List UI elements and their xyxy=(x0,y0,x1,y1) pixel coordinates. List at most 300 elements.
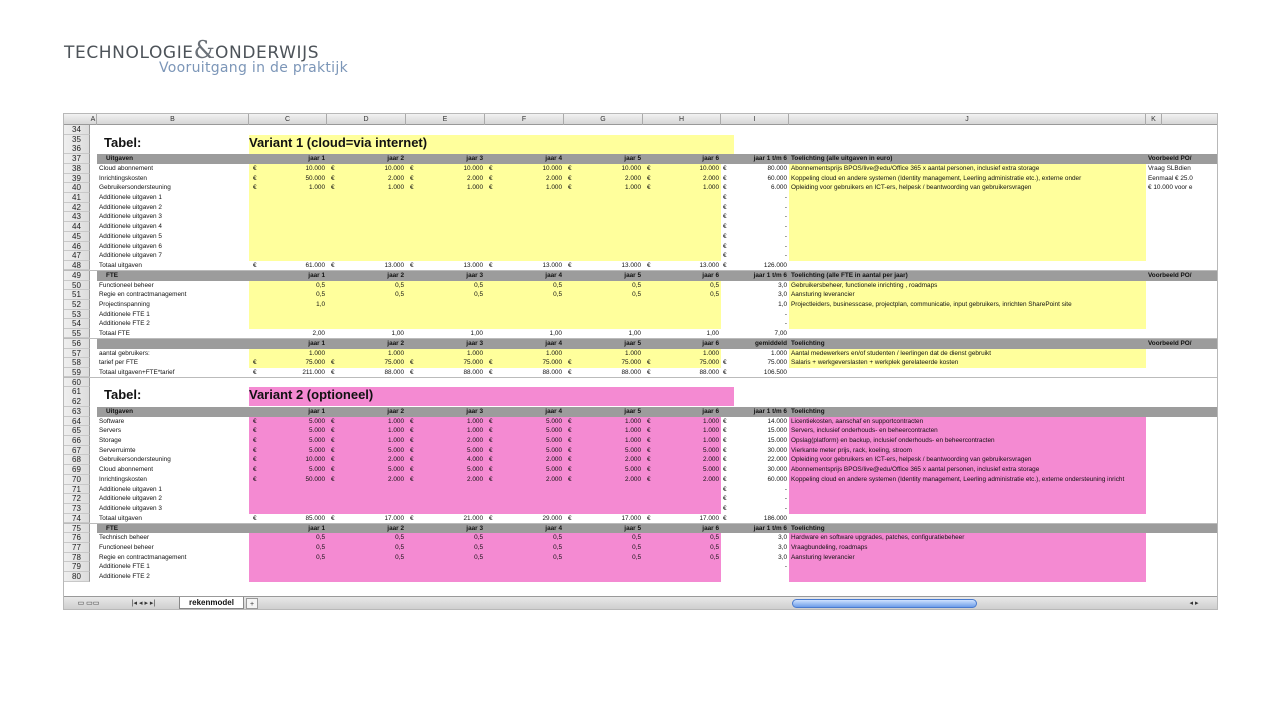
euro-sign[interactable]: € xyxy=(331,437,335,445)
value-cell[interactable] xyxy=(485,494,564,504)
euro-sign[interactable]: € xyxy=(410,164,414,172)
euro-sign[interactable]: € xyxy=(410,369,414,376)
value-cell[interactable] xyxy=(406,251,485,261)
value-cell[interactable]: 75.000 xyxy=(564,358,643,368)
value-cell[interactable] xyxy=(406,193,485,203)
value-cell[interactable] xyxy=(643,193,721,203)
header-year[interactable]: jaar 2 xyxy=(387,524,404,532)
header-year[interactable]: jaar 4 xyxy=(545,339,562,347)
value-cell[interactable] xyxy=(406,485,485,495)
header-year[interactable]: jaar 3 xyxy=(466,339,483,347)
row-number[interactable]: 56 xyxy=(64,339,90,349)
euro-sign[interactable]: € xyxy=(331,359,335,367)
value-cell[interactable]: 0,5 xyxy=(643,290,721,300)
row-label[interactable]: Additionele uitgaven 7 xyxy=(99,252,162,260)
sheet-tab-rekenmodel[interactable]: rekenmodel xyxy=(179,597,244,609)
euro-sign[interactable]: € xyxy=(568,369,572,376)
row-label[interactable]: Additionele uitgaven 5 xyxy=(99,232,162,240)
euro-sign-total[interactable]: € xyxy=(723,466,727,474)
value-cell[interactable] xyxy=(327,485,406,495)
header-label[interactable]: Uitgaven xyxy=(106,407,133,415)
header-year[interactable]: jaar 6 xyxy=(702,271,719,279)
total-cell[interactable]: - xyxy=(784,213,787,221)
value-cell[interactable]: 75.000 xyxy=(485,358,564,368)
euro-sign[interactable]: € xyxy=(489,456,493,464)
row-number[interactable]: 64 xyxy=(64,417,90,427)
value-cell[interactable]: 211.000 xyxy=(302,369,325,376)
toelichting-cell[interactable] xyxy=(789,203,1146,213)
value-cell[interactable]: 2.000 xyxy=(406,436,485,446)
value-cell[interactable]: 2.000 xyxy=(564,174,643,184)
row-number[interactable]: 42 xyxy=(64,203,90,213)
header-year[interactable]: jaar 5 xyxy=(624,271,641,279)
column-header-d[interactable]: D xyxy=(327,114,406,125)
total-cell[interactable]: 106.500 xyxy=(763,369,787,376)
euro-sign-total[interactable]: € xyxy=(723,252,727,260)
euro-sign[interactable]: € xyxy=(647,174,651,182)
row-label[interactable]: aantal gebruikers: xyxy=(99,349,150,357)
euro-sign-total[interactable] xyxy=(721,290,735,300)
value-cell[interactable]: 2.000 xyxy=(406,174,485,184)
value-cell[interactable]: 0,5 xyxy=(327,290,406,300)
value-cell[interactable]: 1,00 xyxy=(391,330,404,338)
euro-sign[interactable]: € xyxy=(489,184,493,192)
header-total[interactable]: jaar 1 t/m 6 xyxy=(753,524,787,532)
value-cell[interactable] xyxy=(327,212,406,222)
euro-sign[interactable]: € xyxy=(253,475,257,483)
value-cell[interactable] xyxy=(564,319,643,329)
value-cell[interactable]: 88.000 xyxy=(384,369,404,376)
euro-sign[interactable]: € xyxy=(647,456,651,464)
euro-sign[interactable]: € xyxy=(410,466,414,474)
euro-sign-total[interactable]: € xyxy=(723,456,727,464)
value-cell[interactable]: 1,0 xyxy=(249,300,327,310)
header-year[interactable]: jaar 1 xyxy=(308,155,325,163)
toelichting-cell[interactable]: Koppeling cloud en andere systemen (Identity management, Leerling administratie etc.), externe ondersteuning inricht xyxy=(789,475,1146,485)
row-number[interactable]: 76 xyxy=(64,533,90,543)
header-toelichting[interactable]: Toelichting xyxy=(791,524,825,532)
euro-sign[interactable]: € xyxy=(489,417,493,425)
value-cell[interactable] xyxy=(406,232,485,242)
value-cell[interactable] xyxy=(249,232,327,242)
value-cell[interactable] xyxy=(249,310,327,320)
value-cell[interactable]: 10.000 xyxy=(327,164,406,174)
euro-sign[interactable]: € xyxy=(489,174,493,182)
row-label[interactable]: tarief per FTE xyxy=(99,359,139,367)
euro-sign[interactable]: € xyxy=(489,466,493,474)
value-cell[interactable] xyxy=(643,203,721,213)
total-cell[interactable]: 3,0 xyxy=(778,281,787,289)
header-year[interactable]: jaar 5 xyxy=(624,407,641,415)
header-year[interactable]: jaar 1 xyxy=(308,524,325,532)
value-cell[interactable]: 1.000 xyxy=(327,183,406,193)
row-label[interactable]: Regie en contractmanagement xyxy=(99,291,187,299)
voorbeeld-cell[interactable]: € 10.000 voor e xyxy=(1148,184,1193,192)
euro-sign[interactable]: € xyxy=(568,446,572,454)
value-cell[interactable] xyxy=(327,222,406,232)
row-label[interactable]: Functioneel beheer xyxy=(99,281,154,289)
value-cell[interactable]: 0,5 xyxy=(643,553,721,563)
row-number[interactable]: 70 xyxy=(64,475,90,485)
value-cell[interactable]: 0,5 xyxy=(643,281,721,291)
euro-sign-total[interactable]: € xyxy=(723,437,727,445)
value-cell[interactable]: 5.000 xyxy=(249,446,327,456)
row-label[interactable]: Servers xyxy=(99,427,122,435)
value-cell[interactable]: 1.000 xyxy=(406,349,485,359)
column-header-j[interactable]: J xyxy=(789,114,1146,125)
value-cell[interactable]: 5.000 xyxy=(485,426,564,436)
value-cell[interactable]: 75.000 xyxy=(249,358,327,368)
toelichting-cell[interactable] xyxy=(789,504,1146,514)
euro-sign[interactable]: € xyxy=(410,262,414,270)
row-number[interactable]: 52 xyxy=(64,300,90,310)
value-cell[interactable]: 10.000 xyxy=(485,164,564,174)
value-cell[interactable] xyxy=(485,485,564,495)
total-cell[interactable]: 80.000 xyxy=(767,164,787,172)
euro-sign-total[interactable]: € xyxy=(723,446,727,454)
row-number[interactable]: 78 xyxy=(64,553,90,563)
value-cell[interactable]: 50.000 xyxy=(249,174,327,184)
row-label[interactable]: Totaal FTE xyxy=(99,330,130,338)
value-cell[interactable] xyxy=(485,300,564,310)
total-cell[interactable]: 3,0 xyxy=(778,291,787,299)
value-cell[interactable]: 1.000 xyxy=(327,349,406,359)
euro-sign[interactable]: € xyxy=(331,514,335,522)
row-number[interactable]: 74 xyxy=(64,514,90,523)
euro-sign[interactable]: € xyxy=(410,359,414,367)
value-cell[interactable] xyxy=(643,504,721,514)
row-number[interactable]: 65 xyxy=(64,426,90,436)
euro-sign[interactable]: € xyxy=(253,466,257,474)
row-number[interactable]: 43 xyxy=(64,212,90,222)
total-cell[interactable]: 3,0 xyxy=(778,534,787,542)
value-cell[interactable]: 17.000 xyxy=(699,514,719,522)
value-cell[interactable] xyxy=(406,212,485,222)
total-cell[interactable]: 75.000 xyxy=(767,359,787,367)
euro-sign-total[interactable]: € xyxy=(723,262,727,270)
toelichting-cell[interactable]: Vierkante meter prijs, rack, koeling, stroom xyxy=(789,446,1146,456)
total-cell[interactable]: 60.000 xyxy=(767,174,787,182)
toelichting-cell[interactable]: Aantal medewerkers en/of studenten / leerlingen dat de dienst gebruikt xyxy=(789,349,1146,359)
toelichting-cell[interactable] xyxy=(789,222,1146,232)
row-number[interactable]: 36 xyxy=(64,144,90,154)
header-year[interactable]: jaar 3 xyxy=(466,524,483,532)
header-year[interactable]: jaar 5 xyxy=(624,339,641,347)
total-cell[interactable]: - xyxy=(784,485,787,493)
euro-sign[interactable]: € xyxy=(647,466,651,474)
value-cell[interactable]: 0,5 xyxy=(564,553,643,563)
value-cell[interactable]: 0,5 xyxy=(406,290,485,300)
header-year[interactable]: jaar 1 xyxy=(308,339,325,347)
row-label[interactable]: Technisch beheer xyxy=(99,534,150,542)
value-cell[interactable]: 88.000 xyxy=(699,369,719,376)
euro-sign[interactable]: € xyxy=(647,514,651,522)
header-label[interactable] xyxy=(104,339,244,349)
euro-sign[interactable]: € xyxy=(568,466,572,474)
value-cell[interactable]: 2.000 xyxy=(643,475,721,485)
header-voorbeeld[interactable]: Voorbeeld PO/ xyxy=(1148,155,1192,163)
value-cell[interactable] xyxy=(406,562,485,572)
value-cell[interactable]: 88.000 xyxy=(621,369,641,376)
total-cell[interactable]: 3,0 xyxy=(778,543,787,551)
euro-sign[interactable]: € xyxy=(647,262,651,270)
euro-sign[interactable]: € xyxy=(647,475,651,483)
value-cell[interactable]: 0,5 xyxy=(406,553,485,563)
euro-sign[interactable]: € xyxy=(331,427,335,435)
total-cell[interactable]: 6.000 xyxy=(771,184,787,192)
row-number[interactable]: 72 xyxy=(64,494,90,504)
value-cell[interactable] xyxy=(406,203,485,213)
row-number[interactable]: 37 xyxy=(64,154,90,164)
value-cell[interactable]: 1.000 xyxy=(643,349,721,359)
value-cell[interactable]: 0,5 xyxy=(564,281,643,291)
value-cell[interactable]: 2.000 xyxy=(327,455,406,465)
header-year[interactable]: jaar 5 xyxy=(624,524,641,532)
row-label[interactable]: Cloud abonnement xyxy=(99,164,154,172)
header-year[interactable]: jaar 2 xyxy=(387,339,404,347)
row-label[interactable]: Additionele FTE 1 xyxy=(99,563,150,571)
value-cell[interactable]: 50.000 xyxy=(249,475,327,485)
row-number[interactable]: 47 xyxy=(64,251,90,261)
row-label[interactable]: Regie en contractmanagement xyxy=(99,553,187,561)
horizontal-scrollbar-thumb[interactable] xyxy=(792,599,977,608)
value-cell[interactable]: 5.000 xyxy=(485,436,564,446)
euro-sign[interactable]: € xyxy=(253,456,257,464)
euro-sign-total[interactable]: € xyxy=(723,232,727,240)
header-label[interactable]: Uitgaven xyxy=(106,155,133,163)
euro-sign-total[interactable] xyxy=(721,562,735,572)
toelichting-cell[interactable] xyxy=(789,514,1146,523)
toelichting-cell[interactable]: Servers, inclusief onderhouds- en beheercontracten xyxy=(789,426,1146,436)
value-cell[interactable] xyxy=(249,572,327,582)
value-cell[interactable]: 1.000 xyxy=(327,417,406,427)
euro-sign[interactable]: € xyxy=(647,369,651,376)
euro-sign[interactable]: € xyxy=(489,446,493,454)
total-cell[interactable]: - xyxy=(784,232,787,240)
total-cell[interactable]: - xyxy=(784,242,787,250)
value-cell[interactable]: 4.000 xyxy=(406,455,485,465)
voorbeeld-cell[interactable]: Vraag SLBdien xyxy=(1148,164,1191,172)
value-cell[interactable] xyxy=(564,203,643,213)
row-number[interactable]: 58 xyxy=(64,358,90,368)
value-cell[interactable]: 5.000 xyxy=(564,446,643,456)
row-number[interactable]: 63 xyxy=(64,407,90,417)
value-cell[interactable] xyxy=(327,232,406,242)
value-cell[interactable]: 1.000 xyxy=(643,183,721,193)
toelichting-cell[interactable] xyxy=(789,494,1146,504)
euro-sign-total[interactable]: € xyxy=(723,359,727,367)
row-number[interactable]: 49 xyxy=(64,271,90,281)
column-header-f[interactable]: F xyxy=(485,114,564,125)
euro-sign[interactable]: € xyxy=(253,262,257,270)
row-label[interactable]: Totaal uitgaven+FTE*tarief xyxy=(99,369,175,376)
value-cell[interactable]: 1.000 xyxy=(327,436,406,446)
value-cell[interactable] xyxy=(406,504,485,514)
toelichting-cell[interactable] xyxy=(789,232,1146,242)
toelichting-cell[interactable] xyxy=(789,242,1146,252)
total-cell[interactable]: 3,0 xyxy=(778,553,787,561)
sheet-nav-arrows[interactable]: |◂ ◂ ▸ ▸| xyxy=(131,600,156,607)
value-cell[interactable]: 2.000 xyxy=(643,455,721,465)
value-cell[interactable]: 0,5 xyxy=(327,543,406,553)
value-cell[interactable] xyxy=(327,319,406,329)
row-number[interactable]: 61 xyxy=(64,387,90,406)
row-number[interactable]: 59 xyxy=(64,368,90,377)
euro-sign-total[interactable]: € xyxy=(723,485,727,493)
header-voorbeeld[interactable]: Voorbeeld PO/ xyxy=(1148,339,1192,347)
toelichting-cell[interactable]: Vraagbundeling, roadmaps xyxy=(789,543,1146,553)
value-cell[interactable]: 10.000 xyxy=(643,164,721,174)
euro-sign[interactable]: € xyxy=(647,446,651,454)
euro-sign-total[interactable] xyxy=(721,543,735,553)
row-number[interactable]: 48 xyxy=(64,261,90,270)
header-total[interactable]: jaar 1 t/m 6 xyxy=(753,407,787,415)
value-cell[interactable] xyxy=(327,562,406,572)
total-cell[interactable]: - xyxy=(784,505,787,513)
value-cell[interactable]: 5.000 xyxy=(485,417,564,427)
header-year[interactable]: jaar 1 xyxy=(308,407,325,415)
total-cell[interactable]: - xyxy=(784,252,787,260)
header-year[interactable]: jaar 4 xyxy=(545,524,562,532)
toelichting-cell[interactable]: Opleiding voor gebruikers en ICT-ers, helpesk / beantwoording van gebruikersvragen xyxy=(789,183,1146,193)
euro-sign[interactable]: € xyxy=(253,437,257,445)
value-cell[interactable] xyxy=(485,193,564,203)
value-cell[interactable] xyxy=(327,300,406,310)
value-cell[interactable]: 2,00 xyxy=(312,330,325,338)
value-cell[interactable] xyxy=(485,310,564,320)
total-cell[interactable]: - xyxy=(784,563,787,571)
euro-sign-total[interactable] xyxy=(721,300,735,310)
total-cell[interactable] xyxy=(735,572,789,582)
value-cell[interactable] xyxy=(485,251,564,261)
value-cell[interactable]: 1,00 xyxy=(549,330,562,338)
toelichting-cell[interactable] xyxy=(789,310,1146,320)
header-toelichting[interactable]: Toelichting xyxy=(791,407,825,415)
row-number[interactable]: 55 xyxy=(64,329,90,338)
value-cell[interactable]: 5.000 xyxy=(564,465,643,475)
euro-sign[interactable]: € xyxy=(331,174,335,182)
euro-sign[interactable]: € xyxy=(568,475,572,483)
value-cell[interactable]: 88.000 xyxy=(463,369,483,376)
euro-sign-total[interactable] xyxy=(721,319,735,329)
header-year[interactable]: jaar 4 xyxy=(545,155,562,163)
value-cell[interactable] xyxy=(564,232,643,242)
value-cell[interactable]: 17.000 xyxy=(621,514,641,522)
value-cell[interactable]: 75.000 xyxy=(643,358,721,368)
euro-sign-total[interactable]: € xyxy=(723,427,727,435)
row-label[interactable]: Additionele uitgaven 6 xyxy=(99,242,162,250)
row-label[interactable]: Additionele uitgaven 3 xyxy=(99,213,162,221)
value-cell[interactable] xyxy=(643,562,721,572)
table-label[interactable]: Tabel: xyxy=(104,134,142,150)
value-cell[interactable]: 13.000 xyxy=(384,262,404,270)
value-cell[interactable]: 1.000 xyxy=(643,426,721,436)
euro-sign[interactable]: € xyxy=(410,174,414,182)
value-cell[interactable] xyxy=(643,222,721,232)
value-cell[interactable]: 2.000 xyxy=(406,475,485,485)
value-cell[interactable] xyxy=(406,572,485,582)
row-number[interactable]: 67 xyxy=(64,446,90,456)
value-cell[interactable]: 1.000 xyxy=(406,183,485,193)
voorbeeld-cell[interactable]: Eenmaal € 25.0 xyxy=(1148,174,1193,182)
value-cell[interactable] xyxy=(564,494,643,504)
row-label[interactable]: Totaal uitgaven xyxy=(99,514,142,522)
euro-sign-total[interactable]: € xyxy=(723,369,727,376)
toelichting-cell[interactable]: Aansturing leverancier xyxy=(789,290,1146,300)
header-year[interactable]: jaar 3 xyxy=(466,155,483,163)
toelichting-cell[interactable] xyxy=(789,485,1146,495)
value-cell[interactable]: 21.000 xyxy=(463,514,483,522)
value-cell[interactable] xyxy=(327,251,406,261)
header-voorbeeld[interactable]: Voorbeeld PO/ xyxy=(1148,271,1192,279)
row-label[interactable]: Functioneel beheer xyxy=(99,543,154,551)
value-cell[interactable] xyxy=(327,203,406,213)
value-cell[interactable] xyxy=(327,494,406,504)
total-cell[interactable]: 1.000 xyxy=(771,349,787,357)
row-label[interactable]: Additionele uitgaven 1 xyxy=(99,485,162,493)
value-cell[interactable]: 29.000 xyxy=(542,514,562,522)
column-header-a[interactable]: A xyxy=(90,116,96,123)
euro-sign[interactable]: € xyxy=(568,456,572,464)
euro-sign[interactable]: € xyxy=(410,446,414,454)
header-toelichting[interactable]: Toelichting xyxy=(791,339,825,347)
row-number[interactable]: 34 xyxy=(64,125,90,135)
value-cell[interactable] xyxy=(327,242,406,252)
header-year[interactable]: jaar 1 xyxy=(308,271,325,279)
row-label[interactable]: Additionele uitgaven 1 xyxy=(99,194,162,202)
value-cell[interactable]: 13.000 xyxy=(699,262,719,270)
euro-sign[interactable]: € xyxy=(410,456,414,464)
value-cell[interactable] xyxy=(406,319,485,329)
euro-sign[interactable]: € xyxy=(489,427,493,435)
value-cell[interactable]: 5.000 xyxy=(643,446,721,456)
euro-sign[interactable]: € xyxy=(568,174,572,182)
euro-sign-total[interactable]: € xyxy=(723,223,727,231)
total-cell[interactable]: 15.000 xyxy=(767,427,787,435)
euro-sign[interactable]: € xyxy=(647,417,651,425)
value-cell[interactable]: 2.000 xyxy=(643,174,721,184)
value-cell[interactable] xyxy=(249,242,327,252)
row-label[interactable]: Additionele uitgaven 4 xyxy=(99,223,162,231)
row-label[interactable]: Additionele FTE 2 xyxy=(99,320,150,328)
euro-sign[interactable]: € xyxy=(331,475,335,483)
header-year[interactable]: jaar 5 xyxy=(624,155,641,163)
row-number[interactable]: 35 xyxy=(64,135,90,154)
total-cell[interactable]: 14.000 xyxy=(767,417,787,425)
header-total[interactable]: jaar 1 t/m 6 xyxy=(753,271,787,279)
euro-sign-total[interactable]: € xyxy=(723,514,727,522)
row-number[interactable]: 44 xyxy=(64,222,90,232)
value-cell[interactable] xyxy=(643,485,721,495)
toelichting-cell[interactable] xyxy=(789,212,1146,222)
row-number[interactable]: 50 xyxy=(64,281,90,291)
value-cell[interactable] xyxy=(564,242,643,252)
value-cell[interactable] xyxy=(249,562,327,572)
value-cell[interactable] xyxy=(643,572,721,582)
value-cell[interactable] xyxy=(327,504,406,514)
euro-sign-total[interactable] xyxy=(721,281,735,291)
toelichting-cell[interactable] xyxy=(789,251,1146,261)
table-label[interactable]: Tabel: xyxy=(104,387,142,403)
add-sheet-button[interactable]: + xyxy=(246,598,258,609)
header-year[interactable]: jaar 3 xyxy=(466,407,483,415)
row-number[interactable]: 39 xyxy=(64,174,90,184)
euro-sign-total[interactable]: € xyxy=(723,495,727,503)
euro-sign-total[interactable]: € xyxy=(723,164,727,172)
row-label[interactable]: Inrichtingskosten xyxy=(99,174,147,182)
row-number[interactable]: 60 xyxy=(64,378,90,388)
euro-sign[interactable]: € xyxy=(410,417,414,425)
